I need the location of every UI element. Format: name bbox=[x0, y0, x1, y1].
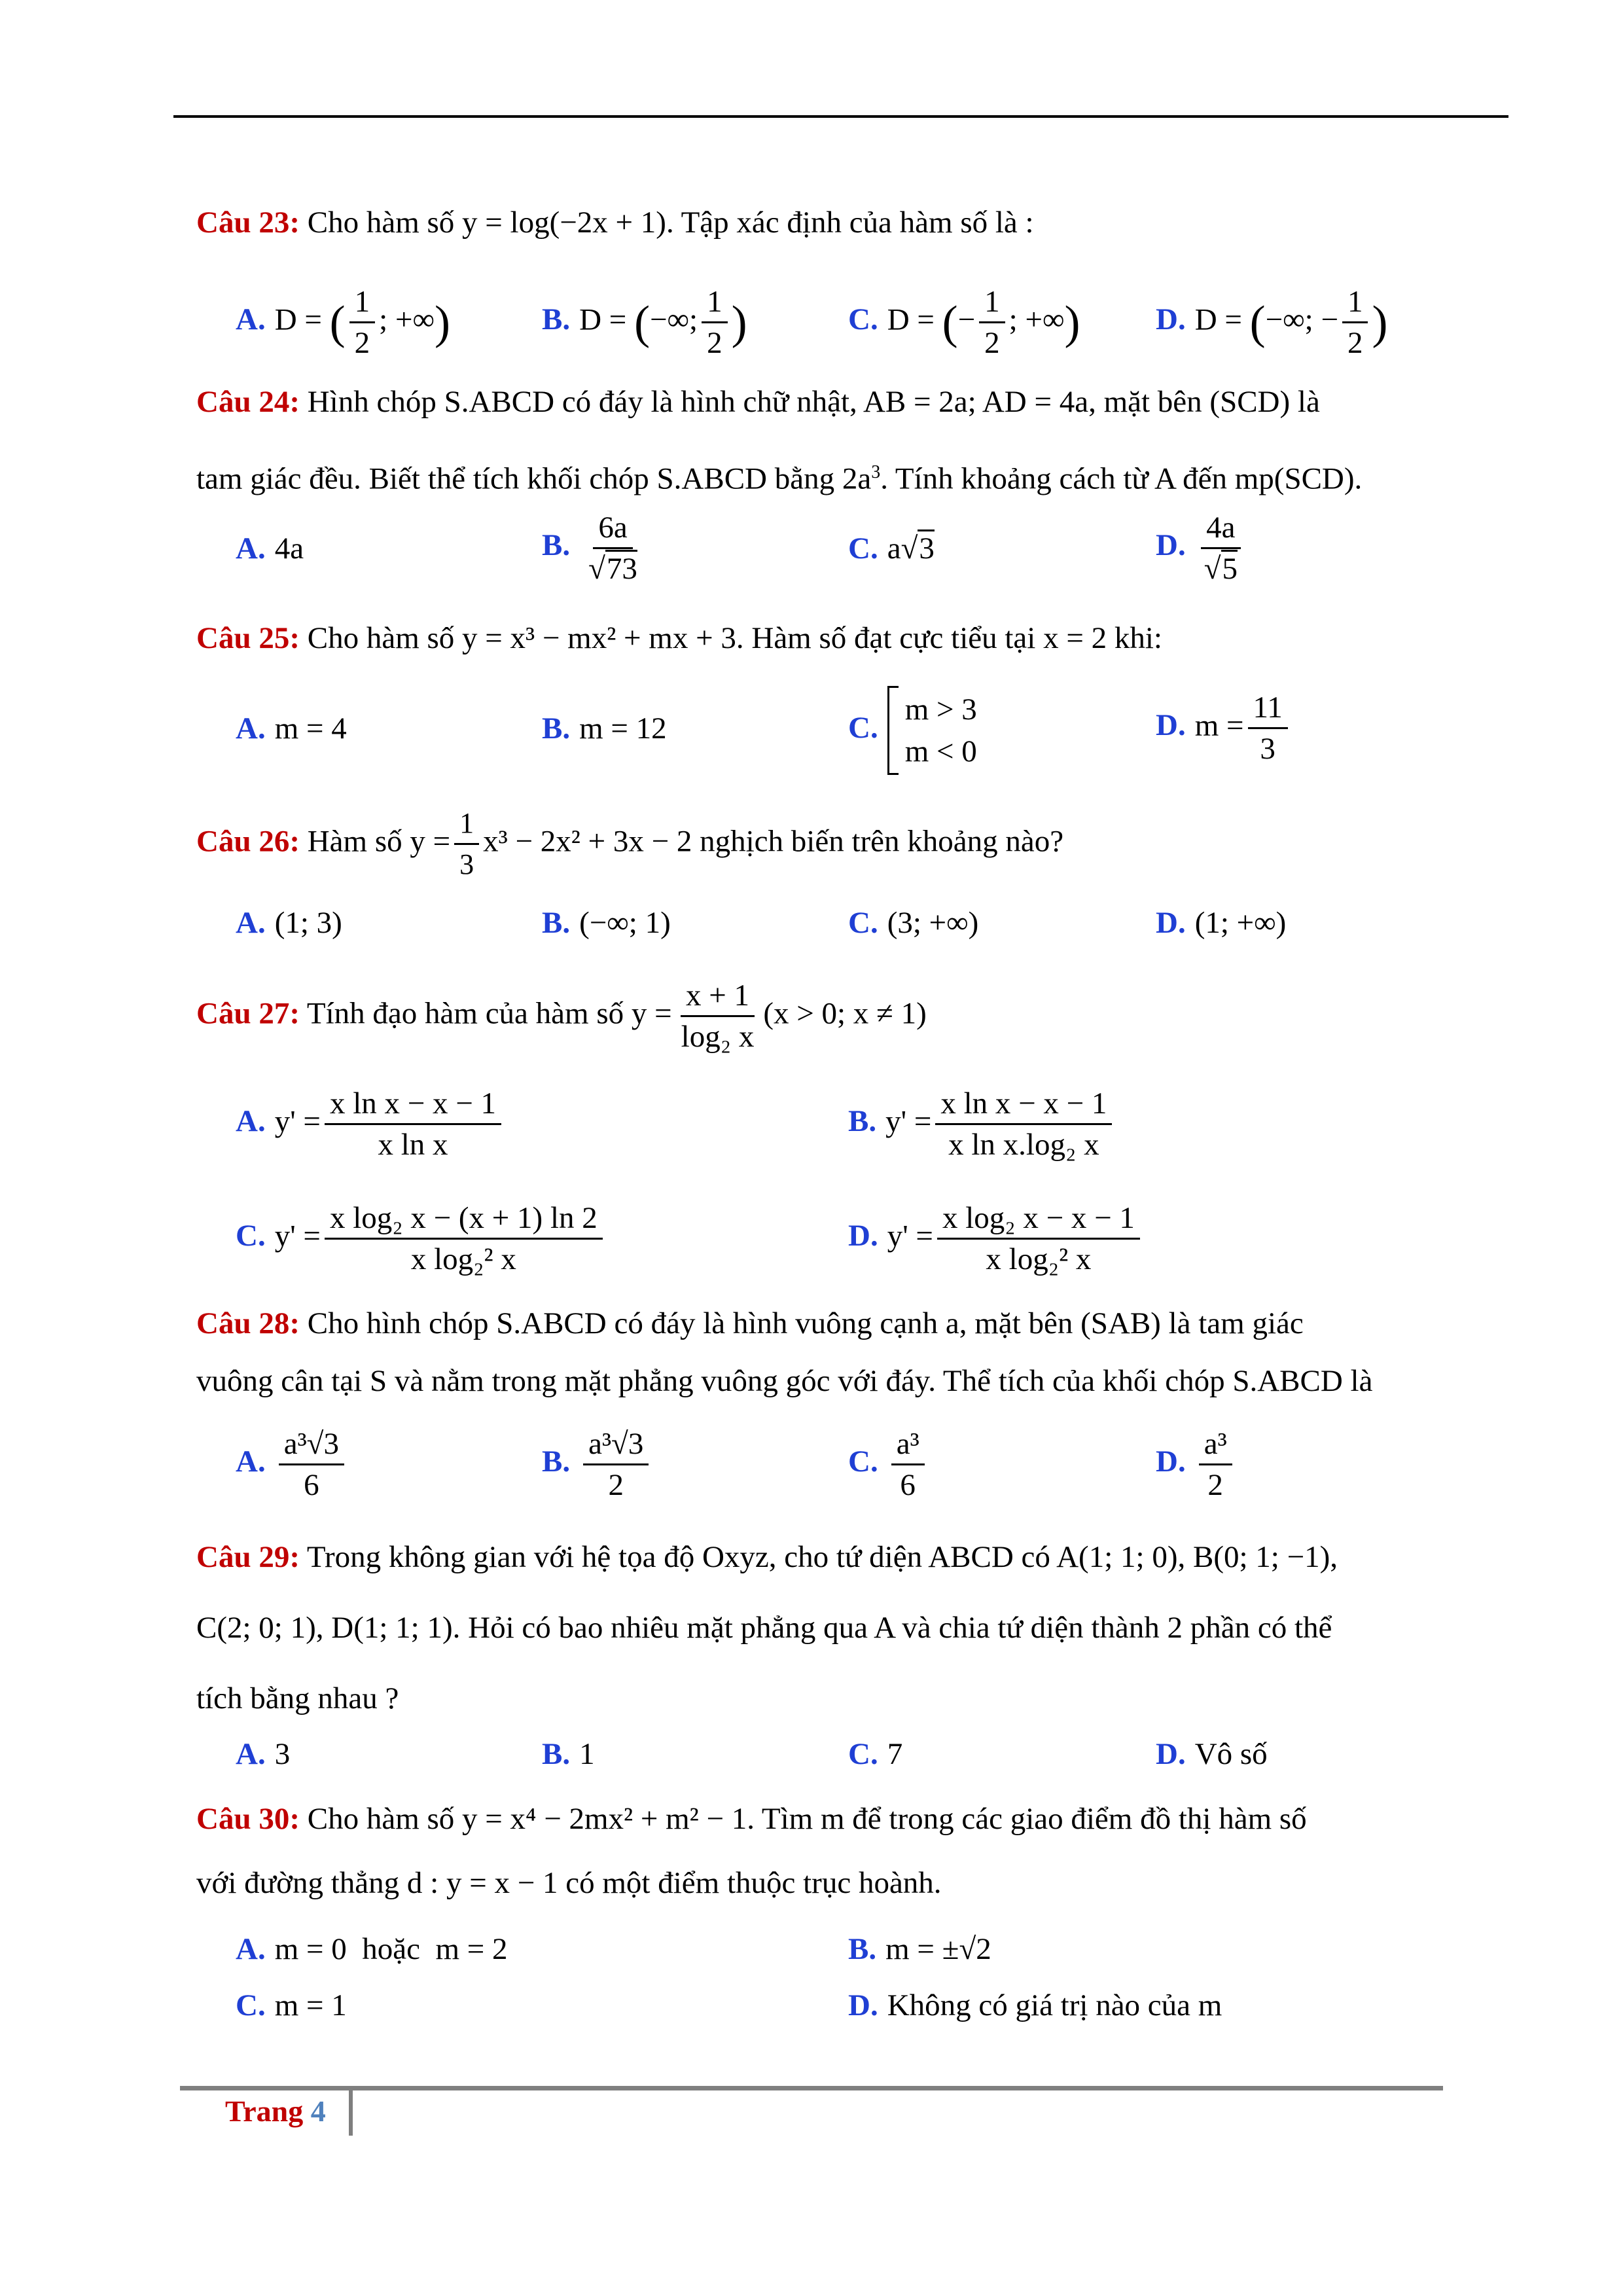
question-text: nghịch biến trên khoảng nào? bbox=[700, 824, 1064, 859]
math-expression: y = bbox=[631, 996, 672, 1031]
option-label: D. bbox=[1156, 1444, 1186, 1479]
option-text: m = ±√2 bbox=[885, 1932, 991, 1966]
option-label: C. bbox=[848, 906, 878, 940]
option-24-c[interactable]: C. a√3 bbox=[848, 529, 935, 568]
option-23-d[interactable] bbox=[1156, 285, 1387, 360]
option-label: B. bbox=[542, 711, 571, 745]
fraction bbox=[325, 1201, 603, 1276]
question-27 bbox=[196, 978, 1453, 1054]
denominator: √5 bbox=[1199, 549, 1243, 586]
option-text: D = bbox=[274, 302, 322, 337]
numerator: 1 bbox=[1342, 285, 1368, 323]
option-label: C. bbox=[236, 1219, 266, 1253]
radicand: 73 bbox=[605, 550, 637, 586]
option-label: A. bbox=[236, 1444, 266, 1479]
option-label: C. bbox=[848, 1444, 878, 1479]
footer-rule bbox=[180, 2086, 1443, 2090]
option-23-c[interactable] bbox=[848, 285, 1080, 360]
option-29-c[interactable] bbox=[848, 1734, 902, 1774]
question-text: khi: bbox=[1114, 621, 1162, 655]
option-24-b[interactable] bbox=[542, 511, 647, 586]
open-paren: ( bbox=[942, 296, 958, 349]
option-27-b[interactable] bbox=[848, 1086, 1116, 1162]
option-text: m = 0 hoặc m = 2 bbox=[274, 1932, 508, 1966]
option-label: C. bbox=[848, 531, 878, 565]
option-25-a[interactable] bbox=[236, 709, 347, 748]
option-text: 1 bbox=[579, 1737, 595, 1771]
option-label: A. bbox=[236, 1737, 266, 1771]
denominator: 3 bbox=[459, 848, 474, 880]
option-label: D. bbox=[1156, 906, 1186, 940]
close-paren: ) bbox=[731, 296, 747, 349]
option-label: A. bbox=[236, 711, 266, 745]
option-label: D. bbox=[848, 1988, 878, 2022]
question-text: . Tập xác định của hàm số là : bbox=[666, 206, 1034, 240]
condition-row: m > 3 bbox=[904, 692, 977, 726]
option-label: A. bbox=[236, 906, 266, 940]
option-label: B. bbox=[542, 1737, 571, 1771]
fraction bbox=[279, 1427, 344, 1502]
option-label: C. bbox=[848, 710, 878, 745]
option-29-b[interactable] bbox=[542, 1734, 595, 1774]
option-25-b[interactable] bbox=[542, 709, 667, 748]
option-text: (1; +∞) bbox=[1194, 906, 1287, 940]
option-label: D. bbox=[1156, 1737, 1186, 1771]
question-text: Hàm số bbox=[307, 824, 402, 859]
option-text: − bbox=[957, 302, 976, 337]
question-text: . Hàm số đạt cực tiểu tại bbox=[736, 621, 1036, 655]
question-number: Câu 25: bbox=[196, 621, 300, 655]
question-text: có một điểm thuộc trục hoành. bbox=[565, 1866, 942, 1900]
question-text: tam giác đều. Biết thể tích khối chóp S.ABCD bằng bbox=[196, 461, 835, 496]
question-text: . Tính khoảng cách từ A đến mp(SCD). bbox=[880, 461, 1363, 496]
denominator: 2 bbox=[1207, 1468, 1223, 1502]
denominator: 6 bbox=[304, 1468, 319, 1502]
option-label: C. bbox=[848, 1737, 878, 1771]
denominator: x log₂² x bbox=[410, 1242, 516, 1276]
numerator: a³ bbox=[1199, 1427, 1232, 1465]
footer-divider bbox=[349, 2090, 353, 2136]
option-text: ; +∞ bbox=[379, 302, 435, 337]
fraction bbox=[891, 1427, 925, 1502]
option-text: ; +∞ bbox=[1008, 302, 1065, 337]
option-label: C. bbox=[848, 302, 878, 337]
condition-row: m < 0 bbox=[904, 734, 977, 768]
option-25-c[interactable] bbox=[848, 686, 977, 775]
page-label: Trang bbox=[225, 2094, 304, 2128]
page-footer bbox=[225, 2093, 326, 2130]
fraction bbox=[325, 1086, 501, 1162]
question-number: Câu 28: bbox=[196, 1306, 300, 1340]
question-28 bbox=[196, 1295, 1453, 1410]
page-number: 4 bbox=[310, 2094, 326, 2128]
radicand: 3 bbox=[918, 529, 935, 565]
option-28-b[interactable] bbox=[542, 1427, 652, 1502]
exponent: 3 bbox=[871, 462, 881, 482]
bracket bbox=[887, 686, 899, 775]
numerator: 1 bbox=[454, 806, 479, 845]
option-text: 3 bbox=[274, 1737, 291, 1771]
function-expression: y = x³ − mx² + mx + 3 bbox=[462, 621, 736, 655]
option-27-c[interactable] bbox=[236, 1201, 607, 1276]
option-text: m = 1 bbox=[274, 1988, 347, 2022]
option-label: B. bbox=[848, 1104, 877, 1139]
question-29 bbox=[196, 1522, 1453, 1734]
question-text: Trong không gian với hệ tọa độ Oxyz, cho tứ diện ABCD có bbox=[306, 1540, 1050, 1574]
question-text: Tính đạo hàm của hàm số bbox=[306, 996, 624, 1031]
option-text: m = 4 bbox=[274, 711, 347, 745]
option-text: −∞; bbox=[650, 302, 698, 337]
fraction bbox=[676, 978, 760, 1054]
option-25-d[interactable] bbox=[1156, 691, 1292, 766]
denominator: 2 bbox=[608, 1468, 624, 1502]
option-label: D. bbox=[1156, 708, 1186, 743]
point-coordinates: C(2; 0; 1), D(1; 1; 1) bbox=[196, 1611, 453, 1645]
header-rule bbox=[173, 115, 1508, 118]
option-23-b[interactable] bbox=[542, 285, 747, 360]
fraction bbox=[454, 806, 479, 882]
numerator: a³ bbox=[891, 1427, 925, 1465]
line-equation: d : y = x − 1 bbox=[406, 1866, 558, 1900]
option-30-a[interactable] bbox=[236, 1929, 508, 1969]
denominator: 6 bbox=[900, 1468, 916, 1502]
option-text: m = bbox=[1194, 708, 1244, 743]
option-28-c[interactable] bbox=[848, 1427, 929, 1502]
option-24-a[interactable] bbox=[236, 529, 304, 568]
option-23-a[interactable] bbox=[236, 285, 450, 360]
fraction bbox=[583, 1427, 649, 1502]
option-27-a[interactable] bbox=[236, 1086, 505, 1162]
option-text: y' = bbox=[274, 1104, 321, 1139]
question-text: . Hỏi có bao nhiêu mặt phẳng qua A và chia tứ diện thành 2 phần có thể bbox=[452, 1611, 1332, 1645]
option-label: A. bbox=[236, 1104, 266, 1139]
denominator: x ln x bbox=[378, 1128, 448, 1162]
denominator: 3 bbox=[1260, 732, 1275, 766]
option-label: A. bbox=[236, 1932, 266, 1966]
option-text: D = bbox=[579, 302, 627, 337]
option-24-d[interactable] bbox=[1156, 511, 1247, 586]
option-label: D. bbox=[1156, 528, 1186, 563]
question-text: tích bằng nhau ? bbox=[196, 1681, 399, 1715]
option-label: B. bbox=[542, 302, 571, 337]
question-24 bbox=[196, 367, 1453, 514]
option-text: −∞; − bbox=[1265, 302, 1338, 337]
option-label: A. bbox=[236, 302, 266, 337]
option-text: (3; +∞) bbox=[887, 906, 979, 940]
option-26-b[interactable] bbox=[542, 903, 671, 942]
numerator: 1 bbox=[702, 285, 728, 323]
close-paren: ) bbox=[1372, 296, 1388, 349]
denominator: x log₂² x bbox=[986, 1242, 1092, 1276]
function-expression: x³ − 2x² + 3x − 2 bbox=[483, 824, 692, 859]
numerator: a³√3 bbox=[583, 1427, 649, 1465]
function-expression: y = x⁴ − 2mx² + m² − 1 bbox=[462, 1802, 747, 1836]
point-coordinates: A(1; 1; 0), B(0; 1; −1), bbox=[1056, 1540, 1338, 1574]
question-text: Cho hình chóp S.ABCD có đáy là hình vuông cạnh a, mặt bên (SAB) là tam giác bbox=[307, 1306, 1304, 1340]
question-text: . Tìm m để trong các giao điểm đồ thị hàm số bbox=[747, 1802, 1307, 1836]
numerator: 4a bbox=[1201, 511, 1240, 549]
option-label: C. bbox=[236, 1988, 266, 2022]
close-paren: ) bbox=[1064, 296, 1080, 349]
option-label: D. bbox=[1156, 302, 1186, 337]
question-text: với đường thẳng bbox=[196, 1866, 400, 1900]
option-text: m = 12 bbox=[579, 711, 667, 745]
question-text: Cho hàm số bbox=[307, 621, 455, 655]
option-30-b[interactable] bbox=[848, 1929, 991, 1969]
option-30-d[interactable] bbox=[848, 1986, 1222, 2025]
question-25 bbox=[196, 605, 1453, 671]
fraction bbox=[937, 1201, 1140, 1276]
option-text: y' = bbox=[274, 1219, 321, 1253]
option-text: Vô số bbox=[1194, 1737, 1268, 1771]
option-label: B. bbox=[848, 1932, 877, 1966]
option-text: 7 bbox=[887, 1737, 903, 1771]
option-text: a bbox=[887, 531, 901, 565]
option-27-d[interactable] bbox=[848, 1201, 1144, 1276]
numerator: x log₂ x − x − 1 bbox=[937, 1201, 1140, 1240]
denominator: log₂ x bbox=[681, 1020, 755, 1054]
option-text: y' = bbox=[887, 1219, 933, 1253]
denominator: x ln x.log₂ x bbox=[948, 1128, 1099, 1162]
open-paren: ( bbox=[1249, 296, 1266, 349]
numerator: x ln x − x − 1 bbox=[935, 1086, 1112, 1125]
question-text: Cho hàm số bbox=[307, 1802, 455, 1836]
question-number: Câu 27: bbox=[196, 996, 300, 1031]
option-30-c[interactable] bbox=[236, 1986, 347, 2025]
question-number: Câu 29: bbox=[196, 1540, 300, 1574]
numerator: 11 bbox=[1248, 691, 1288, 729]
numerator: 1 bbox=[979, 285, 1005, 323]
system-of-conditions bbox=[887, 686, 977, 775]
fraction bbox=[1199, 511, 1243, 586]
fraction bbox=[1248, 691, 1288, 766]
fraction bbox=[349, 285, 376, 360]
question-text: , mặt bên (SCD) là bbox=[1088, 385, 1320, 419]
question-number: Câu 30: bbox=[196, 1802, 300, 1836]
fraction bbox=[935, 1086, 1112, 1162]
math-expression: AB = 2a; AD = 4a bbox=[863, 385, 1089, 419]
numerator: x log₂ x − (x + 1) ln 2 bbox=[325, 1201, 603, 1240]
denominator: 2 bbox=[354, 326, 370, 360]
question-23 bbox=[196, 190, 1453, 255]
question-text: vuông cân tại S và nằm trong mặt phẳng vuông góc với đáy. Thể tích của khối chóp S.ABCD là bbox=[196, 1364, 1373, 1398]
question-26 bbox=[196, 806, 1453, 882]
option-28-d[interactable] bbox=[1156, 1427, 1236, 1502]
option-26-d[interactable] bbox=[1156, 903, 1286, 942]
fraction bbox=[1199, 1427, 1232, 1502]
open-paren: ( bbox=[329, 296, 346, 349]
question-text: Hình chóp S.ABCD có đáy là hình chữ nhật, bbox=[307, 385, 857, 419]
numerator: 1 bbox=[349, 285, 376, 323]
question-text: Cho hàm số bbox=[307, 206, 455, 240]
option-text: 4a bbox=[274, 531, 304, 565]
question-number: Câu 23: bbox=[196, 206, 300, 240]
option-label: B. bbox=[542, 528, 571, 563]
option-26-a[interactable] bbox=[236, 903, 342, 942]
math-expression: y = bbox=[410, 824, 451, 859]
numerator: 6a bbox=[593, 511, 632, 549]
option-29-d[interactable] bbox=[1156, 1734, 1268, 1774]
radicand: 5 bbox=[1221, 550, 1238, 586]
option-text: (1; 3) bbox=[274, 906, 342, 940]
option-28-a[interactable] bbox=[236, 1427, 348, 1502]
question-30 bbox=[196, 1787, 1453, 1915]
open-paren: ( bbox=[634, 296, 651, 349]
denominator: √73 bbox=[583, 549, 643, 586]
numerator: x ln x − x − 1 bbox=[325, 1086, 501, 1125]
fraction bbox=[979, 285, 1005, 360]
numerator: a³√3 bbox=[279, 1427, 344, 1465]
question-number: Câu 26: bbox=[196, 824, 300, 859]
option-29-a[interactable] bbox=[236, 1734, 290, 1774]
numerator: x + 1 bbox=[681, 978, 755, 1017]
option-text: D = bbox=[887, 302, 935, 337]
option-text: (−∞; 1) bbox=[579, 906, 671, 940]
option-label: A. bbox=[236, 531, 266, 565]
question-number: Câu 24: bbox=[196, 385, 300, 419]
math-expression: 2a bbox=[842, 461, 872, 496]
fraction bbox=[702, 285, 728, 360]
domain-condition: (x > 0; x ≠ 1) bbox=[763, 996, 927, 1031]
option-label: B. bbox=[542, 1444, 571, 1479]
option-26-c[interactable] bbox=[848, 903, 978, 942]
function-expression: y = log(−2x + 1) bbox=[462, 206, 666, 240]
option-text: y' = bbox=[885, 1104, 932, 1139]
option-label: D. bbox=[848, 1219, 878, 1253]
denominator: 2 bbox=[707, 326, 722, 360]
fraction bbox=[1342, 285, 1368, 360]
option-label: B. bbox=[542, 906, 571, 940]
option-text: Không có giá trị nào của m bbox=[887, 1988, 1222, 2022]
fraction bbox=[583, 511, 643, 586]
denominator: 2 bbox=[1347, 326, 1363, 360]
math-expression: x = 2 bbox=[1043, 621, 1107, 655]
denominator: 2 bbox=[984, 326, 1000, 360]
option-text: D = bbox=[1194, 302, 1242, 337]
close-paren: ) bbox=[434, 296, 450, 349]
